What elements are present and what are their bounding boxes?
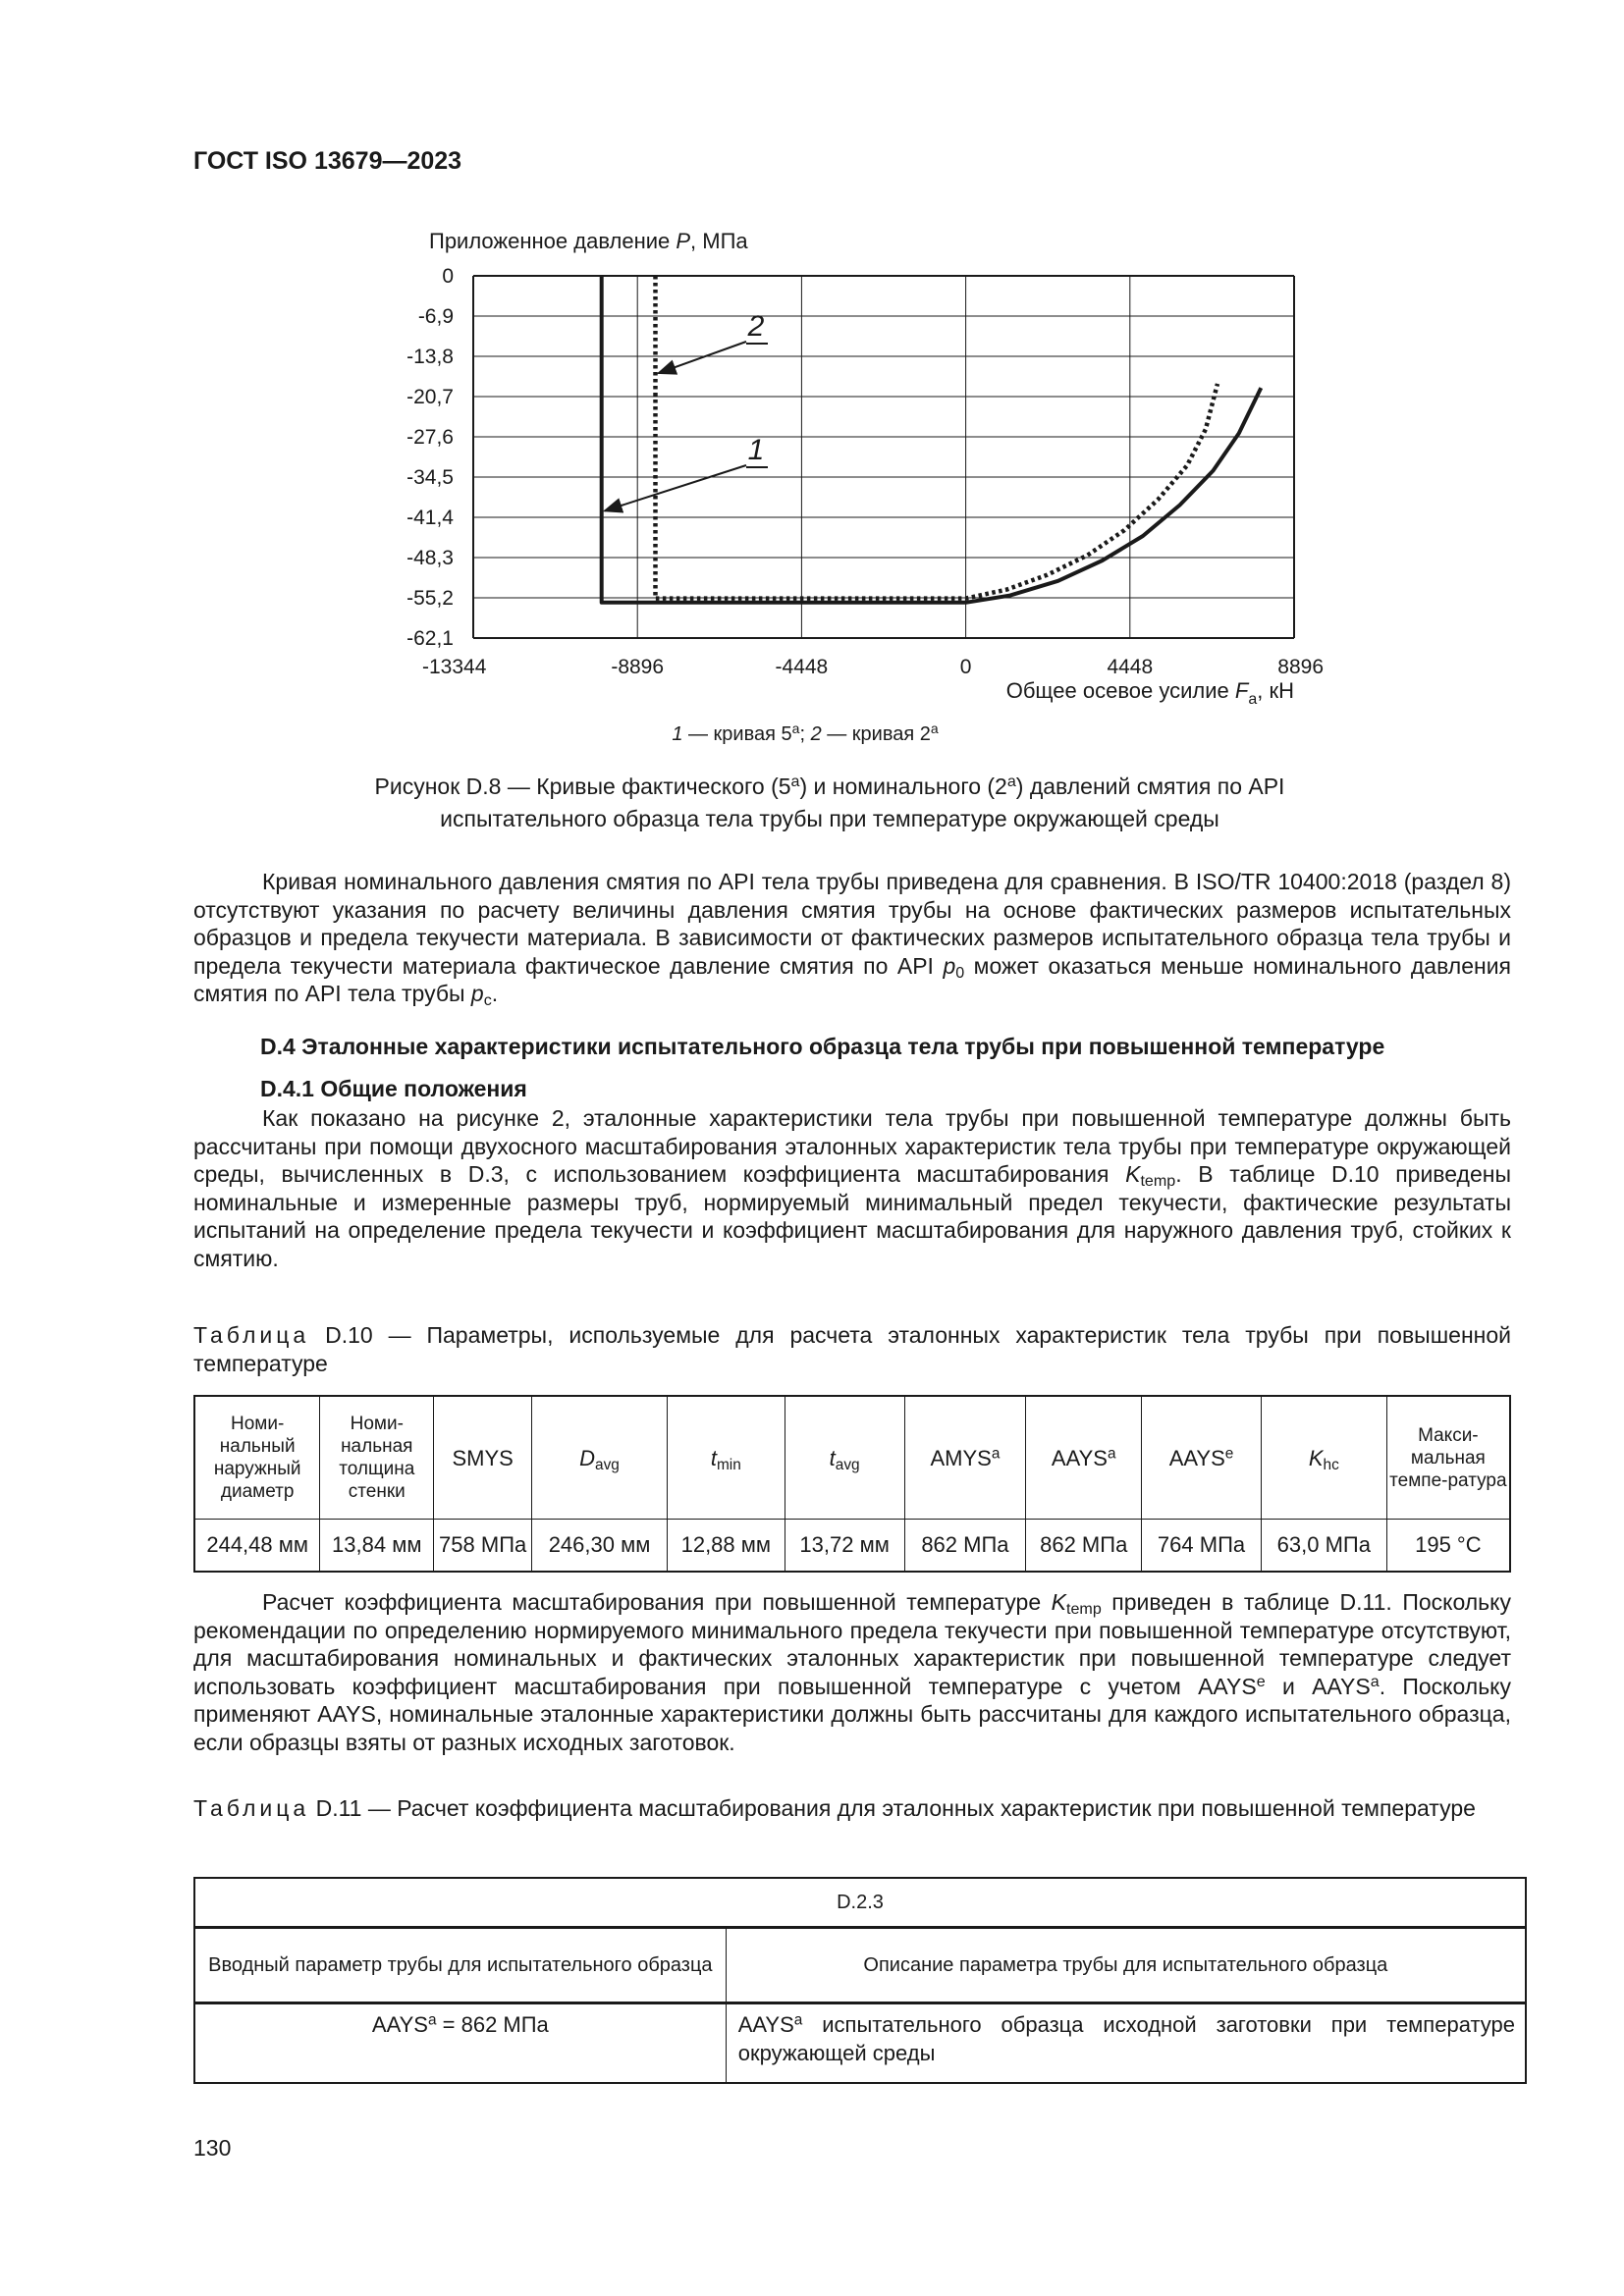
para1-p: p: [943, 952, 956, 979]
page-number: 130: [193, 2135, 232, 2161]
section-heading-d4: D.4 Эталонные характеристики испытательного образца тела трубы при повышенной температуре: [260, 1034, 1385, 1059]
x-axis-label-text: Общее осевое усилие: [1005, 678, 1235, 703]
table10-data-row: [194, 1520, 1510, 1573]
para3-text-c: и AAYS: [1265, 1673, 1371, 1699]
figure-caption: [314, 771, 1345, 835]
y-tick-label: -41,4: [406, 507, 454, 529]
t10-h-tmin: $t_{min}$: [667, 1396, 785, 1520]
annotation-label-2: 2: [747, 310, 765, 343]
para3-k-sub: temp: [1065, 1600, 1102, 1619]
caption-part-b: ) и номинального (2: [799, 774, 1007, 799]
legend-item2-text: — кривая 2: [821, 723, 931, 745]
legend-item2-sup: a: [930, 721, 939, 736]
t10-h-khc: $K_{hc}$: [1261, 1396, 1386, 1520]
document-header: ГОСТ ISO 13679—2023: [193, 147, 462, 175]
chart-series: [602, 276, 1262, 603]
para1-p-sub: 0: [955, 963, 965, 982]
table11-caption: [193, 1794, 1511, 1823]
table-d11: [193, 1877, 1527, 2084]
para2-text-a: Как показано на рисунке 2, эталонные характеристики тела трубы при повышенной температуре должны быть рассчитаны при помощи двухосного масштабирования эталонных характеристик тела трубы при температуре окружающей среды, вычисленных в D.3, с использованием коэффициента масштабирования: [193, 1105, 1511, 1188]
table11-caption-text: D.11 — Расчет коэффициента масштабирования для эталонных характеристик при повышенной температуре: [309, 1795, 1476, 1821]
annotation-leader-2: [659, 342, 746, 373]
t10-h-aays-a: AAYS$^a$: [1026, 1396, 1142, 1520]
x-axis-label-symbol: F: [1234, 678, 1249, 703]
legend-sep: ;: [799, 723, 811, 745]
section-heading-d41: D.4.1 Общие положения: [260, 1076, 527, 1101]
x-axis-label-sub: a: [1248, 691, 1258, 708]
para1-pc: p: [470, 981, 484, 1007]
para2-k-sub: temp: [1140, 1172, 1176, 1191]
t10-cell: 862 МПа: [904, 1520, 1026, 1573]
y-axis-label-text: Приложенное давление: [429, 229, 677, 253]
para3-sup2: a: [1370, 1672, 1380, 1690]
para3-text-d: . Поскольку применяют AAYS, номинальные эталонные характеристики должны быть рассчитаны для каждого испытательного образца, если образцы взяты от разных исходных заготовок.: [193, 1673, 1511, 1755]
y-tick-label: -48,3: [406, 547, 454, 569]
para1-pc-sub: c: [483, 991, 492, 1010]
caption-part-a: Рисунок D.8 — Кривые фактического (5: [374, 774, 791, 799]
t10-cell: 195 °С: [1386, 1520, 1510, 1573]
x-tick-labels: [422, 656, 1324, 678]
t10-h-amys: AMYS$^a$: [904, 1396, 1026, 1520]
y-tick-label: -55,2: [406, 587, 454, 610]
t10-h-outer-diameter: Номи-нальный наружный диаметр: [194, 1396, 320, 1520]
table11-section-row: [194, 1878, 1526, 1928]
y-tick-label: -34,5: [406, 466, 454, 489]
annotation-label-1: 1: [747, 434, 765, 466]
para3-sup1: e: [1256, 1672, 1266, 1690]
t11-h-description: Описание параметра трубы для испытательного образца: [726, 1928, 1526, 2003]
t11-input-value: $AAYS^a = 862$ МПа: [194, 2003, 726, 2084]
t11-section: D.2.3: [194, 1878, 1526, 1928]
t10-h-davg: $D_{avg}$: [532, 1396, 668, 1520]
t10-h-tavg: $t_{avg}$: [785, 1396, 904, 1520]
paragraph-scaling: [193, 1588, 1511, 1757]
t10-h-aays-e: AAYS$^e$: [1142, 1396, 1262, 1520]
y-axis-label-symbol: P: [676, 229, 691, 253]
table11-data-row: [194, 2003, 1526, 2084]
legend-item1-num: 1: [672, 723, 683, 745]
t10-h-smys: SMYS: [434, 1396, 532, 1520]
para3-text-b: приведен в таблице D.11. Поскольку рекомендации по определению нормируемого минимального предела текучести при повышенной температуре отсутствуют, для масштабирования номинальных и фактических эталонных характеристик при повышенной температуре следует использовать коэффициент масштабирования при повышенной температуре с учетом AAYS: [193, 1589, 1511, 1699]
t10-cell: 63,0 МПа: [1261, 1520, 1386, 1573]
y-tick-label: -27,6: [406, 426, 454, 449]
table10-caption: [193, 1321, 1511, 1378]
series-curve-1: [602, 276, 1262, 603]
x-tick-label: 4448: [1107, 656, 1154, 678]
x-tick-label: 0: [959, 656, 972, 678]
legend-item2-num: 2: [810, 723, 822, 745]
caption-sup1: a: [790, 772, 800, 790]
y-tick-label: -62,1: [406, 627, 454, 650]
legend-item1-text: — кривая 5: [682, 723, 792, 745]
table10-caption-text: D.10 — Параметры, используемые для расчета эталонных характеристик тела трубы при повышенной температуре: [193, 1322, 1511, 1376]
table10-caption-label: Таблица: [193, 1322, 310, 1348]
table11-caption-label: Таблица: [193, 1795, 310, 1821]
x-tick-label: 8896: [1277, 656, 1324, 678]
caption-sup2: a: [1006, 772, 1016, 790]
x-tick-label: -8896: [611, 656, 665, 678]
y-tick-labels: [406, 265, 454, 650]
chart-legend: [589, 723, 1021, 746]
table11-header-row: [194, 1928, 1526, 2003]
y-axis-label-unit: , МПа: [690, 229, 748, 253]
para2-k: K: [1125, 1161, 1141, 1188]
t11-description-value: AAYS$^a$ испытательного образца исходной заготовки при температуре окружающей среды: [726, 2003, 1526, 2084]
table-d10: [193, 1395, 1511, 1573]
para3-k: K: [1051, 1589, 1066, 1615]
y-tick-label: -6,9: [417, 305, 454, 328]
chart-annotations: [605, 310, 768, 510]
y-tick-label: -13,8: [406, 346, 454, 368]
t10-cell: 246,30 мм: [532, 1520, 668, 1573]
t10-cell: 758 МПа: [434, 1520, 532, 1573]
collapse-pressure-chart: [0, 0, 1624, 746]
annotation-leader-1: [605, 465, 746, 510]
x-tick-label: -13344: [422, 656, 487, 678]
t10-cell: 862 МПа: [1026, 1520, 1142, 1573]
t10-h-max-temp: Макси-мальная темпе-ратура: [1386, 1396, 1510, 1520]
x-axis-label-unit: , кН: [1257, 678, 1294, 703]
t10-cell: 13,84 мм: [320, 1520, 434, 1573]
chart-grid: [473, 276, 1294, 638]
paragraph-comparison: [193, 868, 1511, 1008]
y-axis-label: [429, 229, 748, 253]
t10-h-wall-thickness: Номи-нальная толщина стенки: [320, 1396, 434, 1520]
t10-cell: 244,48 мм: [194, 1520, 320, 1573]
y-tick-label: -20,7: [406, 386, 454, 408]
para3-text-a: Расчет коэффициента масштабирования при повышенной температуре: [262, 1589, 1052, 1615]
t10-cell: 13,72 мм: [785, 1520, 904, 1573]
para1-text-c: .: [491, 981, 499, 1007]
x-tick-label: -4448: [775, 656, 829, 678]
para2-text-b: . В таблице D.10 приведены номинальные и измеренные размеры труб, нормируемый минимальный предел текучести, фактические результаты испытаний на определение предела текучести и коэффициент масштабирования для наружного давления труб, стойких к смятию.: [193, 1161, 1511, 1271]
t10-cell: 12,88 мм: [667, 1520, 785, 1573]
para1-text-b: может оказаться меньше номинального давления смятия по API тела трубы: [193, 952, 1511, 1007]
t10-cell: 764 МПа: [1142, 1520, 1262, 1573]
y-tick-label: 0: [442, 265, 454, 288]
paragraph-general: [193, 1104, 1511, 1273]
legend-item1-sup: a: [791, 721, 800, 736]
para1-text-a: Кривая номинального давления смятия по API тела трубы приведена для сравнения. В ISO/TR 10400:2018 (раздел 8) отсутствуют указания по расчету величины давления смятия трубы на основе фактических размеров испытательных образцов и предела текучести материала. В зависимости от фактических размеров испытательного образца тела трубы и предела текучести материала фактическое давление смятия по API: [193, 869, 1511, 979]
x-axis-label: [1006, 678, 1294, 708]
t11-h-input: Вводный параметр трубы для испытательного образца: [194, 1928, 726, 2003]
table10-header-row: [194, 1396, 1510, 1520]
caption-part-c: ) давлений смятия по API испытательного образца тела трубы при температуре окружающей среды: [440, 774, 1285, 831]
